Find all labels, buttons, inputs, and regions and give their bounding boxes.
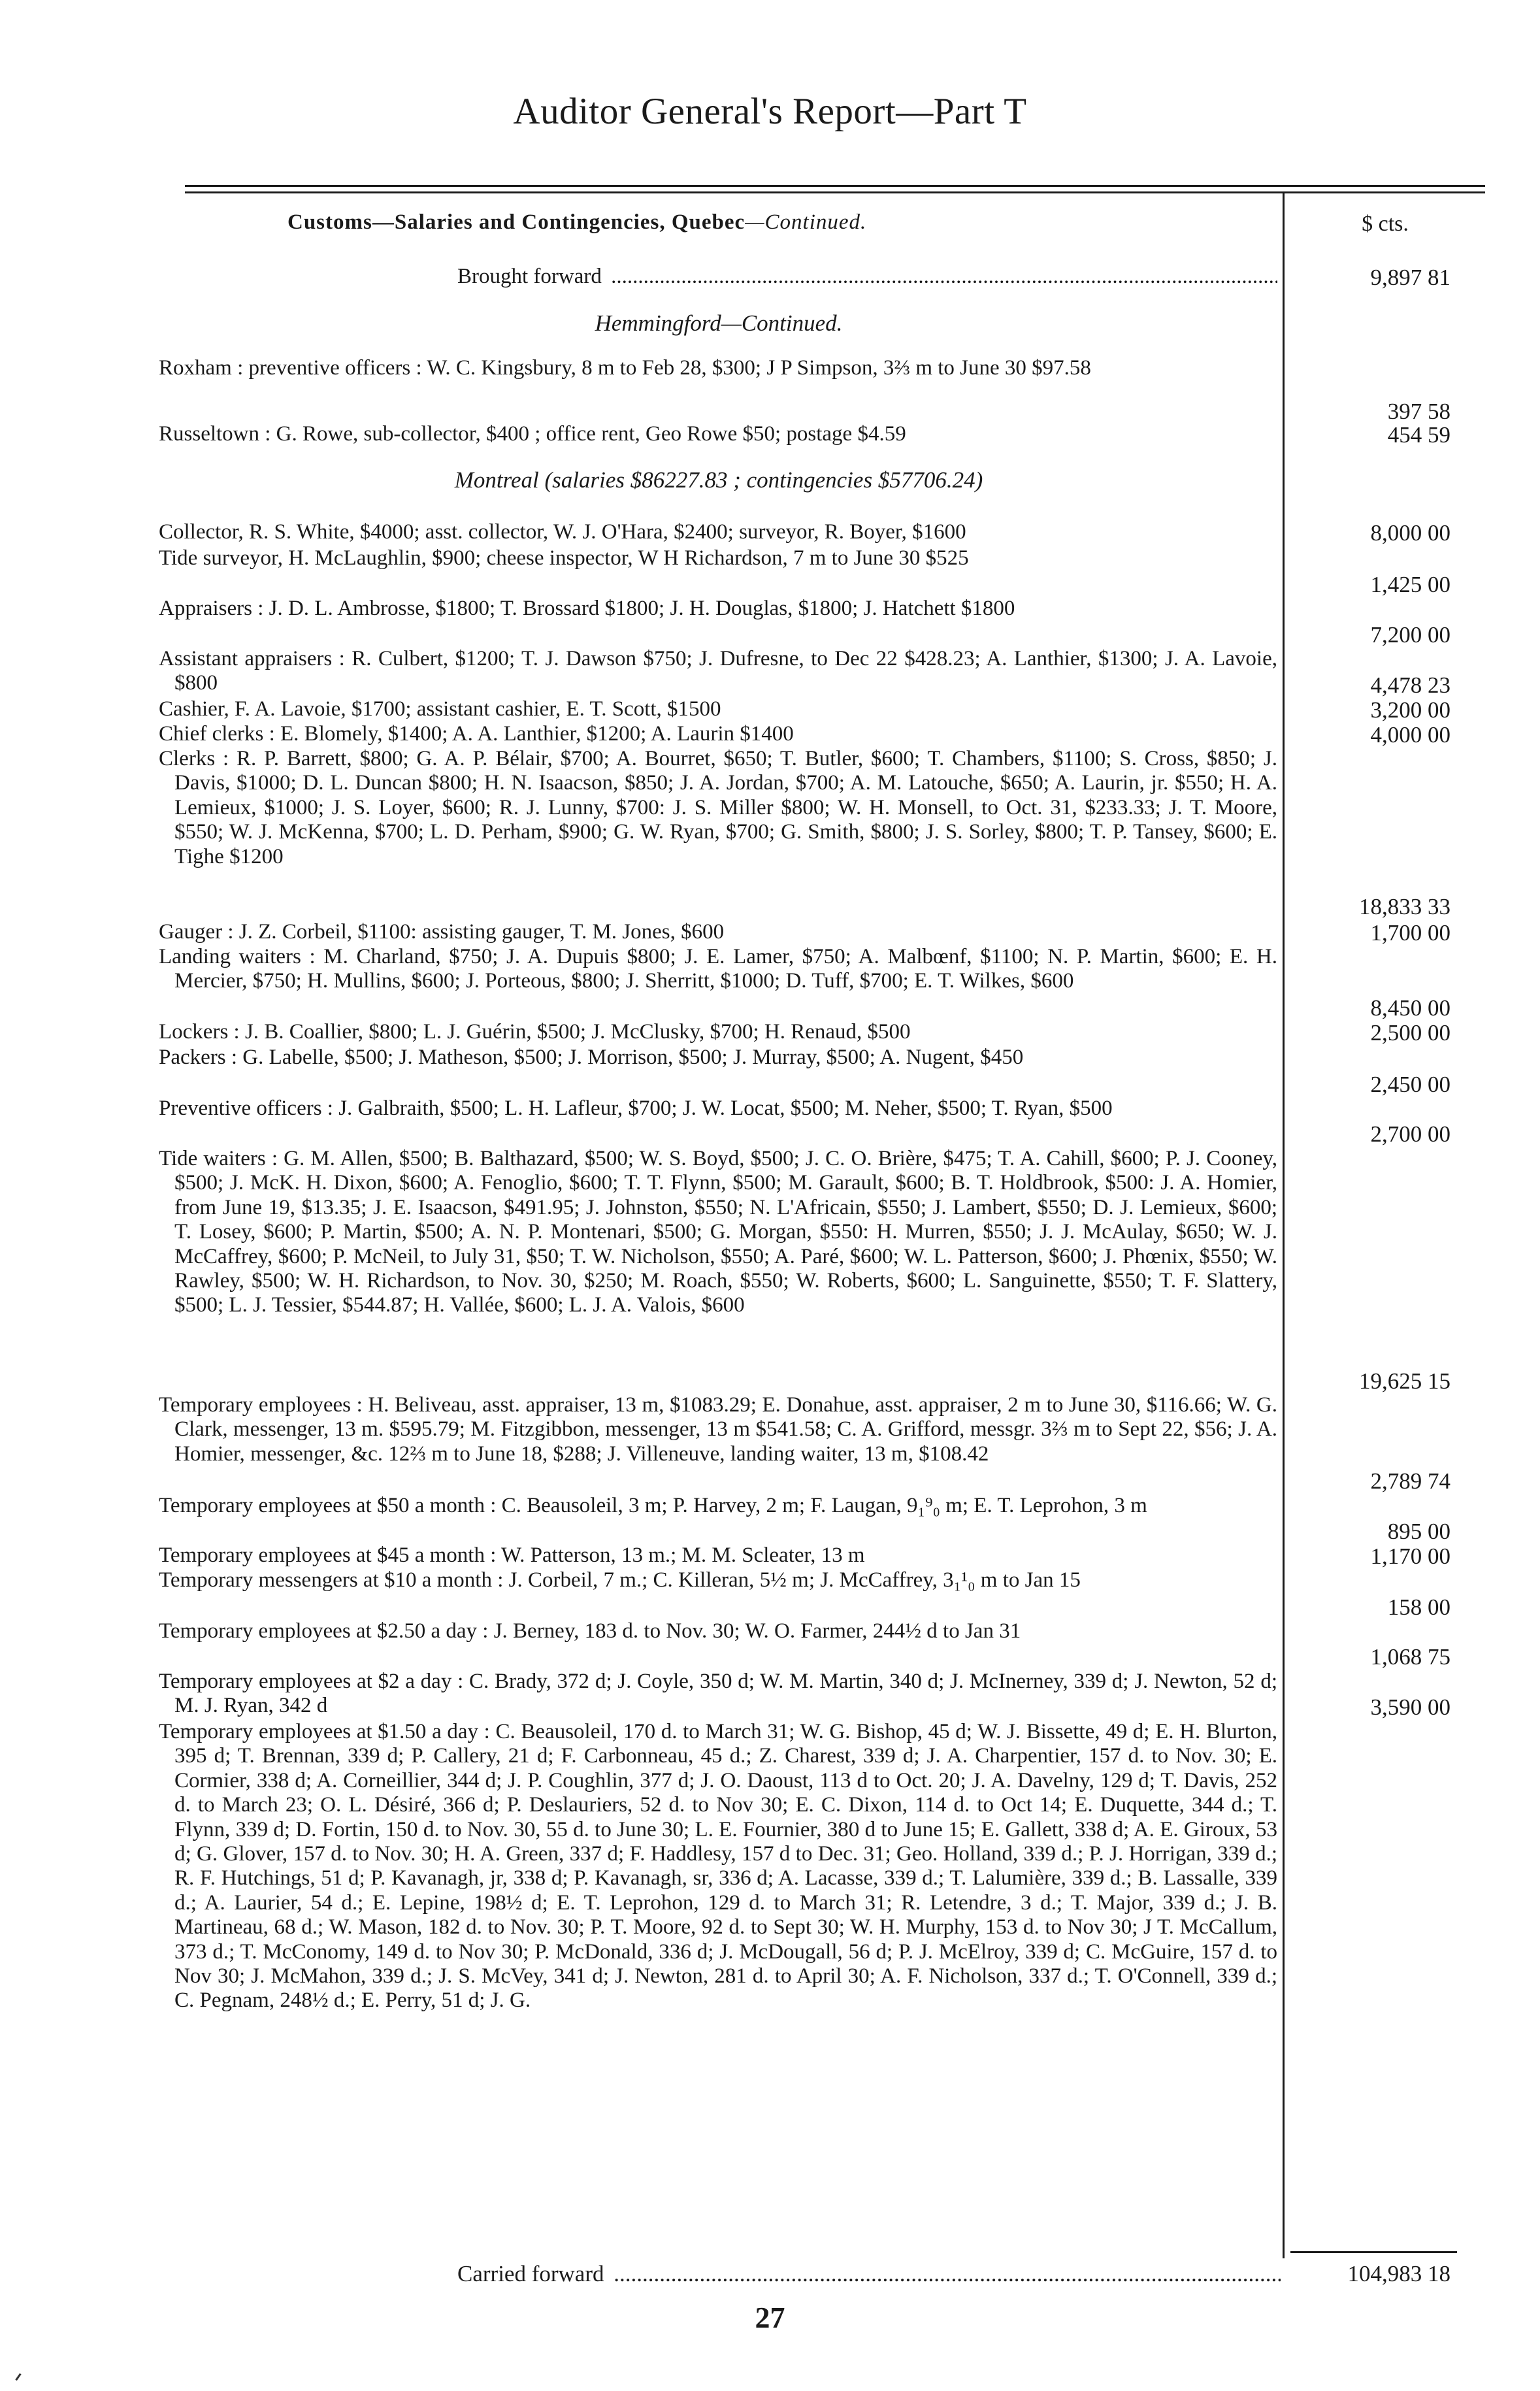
entry-roxham (159, 356, 1277, 380)
entry-temporary-2-day (159, 1670, 1277, 1719)
amount-temporary-messengers: 158 00 (1387, 1594, 1450, 1620)
brought-forward-label: Brought forward (457, 265, 606, 288)
entry-text: Assistant appraisers : R. Culbert, $1200; T. J. Dawson $750; J. Dufresne, to Dec 22 $428.23; A. Lanthier, $1300; J. A. Lavoie, $800 (159, 647, 1277, 695)
section-heading (287, 210, 1268, 235)
amount-clerks: 18,833 33 (1359, 894, 1450, 919)
margin-mark (15, 2373, 21, 2381)
entry-assistant-appraisers (159, 647, 1277, 696)
entry-text: Temporary employees at $2.50 a day : J. Berney, 183 d. to Nov. 30; W. O. Farmer, 244½ d to Jan 31 (159, 1619, 1021, 1643)
entry-chief-clerks (159, 722, 1277, 746)
leader-dots (608, 2261, 1281, 2286)
amount-temporary-2-50-day: 1,068 75 (1370, 1644, 1450, 1670)
entry-text: Tide waiters : G. M. Allen, $500; B. Balthazard, $500; W. S. Boyd, $500; J. C. O. Brière, $475; T. A. Cahill, $600; P. J. Cooney, $500; J. McK. H. Dixon, $600; A. Fenoglio, $600; T. T. Flynn, $500; M. Garault, $600; B. T. Holdbrook, $500: J. A. Homier, from June 19, $13.35; J. E. Isaacson, $491.95; J. Johnston, $550; N. L'Africain, $550; J. Lambert, $550; D. J. Lemieux, $600; T. Losey, $600; P. Martin, $500; A. N. P. Montenari, $500; G. Morgan, $550: H. Murren, $550; J. J. McAulay, $650; W. J. McCaffrey, $600; P. McNeil, to July 31, $50; T. W. Nicholson, $550; A. Paré, $600; W. L. Patterson, $600; J. Phœnix, $550; W. Rawley, $500; W. H. Richardson, to Nov. 30, $250; M. Roach, $550; W. Roberts, $600; L. Sanguinette, $550; T. F. Slattery, $500; L. J. Tessier, $544.87; H. Vallée, $600; L. J. A. Valois, $600 (159, 1147, 1277, 1317)
currency-header: $ cts. (1362, 212, 1409, 236)
entry-text: Chief clerks : E. Blomely, $1400; A. A. Lanthier, $1200; A. Laurin $1400 (159, 722, 794, 746)
section-heading-text: Customs—Salaries and Contingencies, Quebec (287, 210, 745, 234)
section-heading-suffix: —Continued. (745, 210, 867, 234)
entry-text: Landing waiters : M. Charland, $750; J. A. Dupuis $800; J. E. Lamer, $750; A. Malbœnf, $1100; N. P. Martin, $600; E. H. Mercier, $750; H. Mullins, $600; J. Porteous, $800; J. Sherritt, $1000; D. Tuff, $700; E. T. Wilkes, $600 (159, 945, 1277, 993)
entry-preventive-officers (159, 1097, 1277, 1121)
entry-russeltown (159, 422, 1277, 446)
entry-text: Roxham : preventive officers : W. C. Kingsbury, 8 m to Feb 28, $300; J P Simpson, 3⅔ m to June 30 $97.58 (159, 356, 1091, 380)
carried-forward-amount: 104,983 18 (1347, 2261, 1450, 2286)
amount-temporary-45-month: 1,170 00 (1370, 1543, 1450, 1569)
entry-text: Temporary employees : H. Beliveau, asst. appraiser, 13 m, $1083.29; E. Donahue, asst. appraiser, 2 m to June 30, $116.66; W. G. Clark, messenger, 13 m. $595.79; M. Fitzgibbon, messenger, 13 m $541.58; C. A. Grifford, messgr. 3⅔ m to Sept 22, $56; J. A. Homier, messenger, &c. 12⅔ m to June 18, $288; J. Villeneuve, landing waiter, 13 m, $108.42 (159, 1393, 1277, 1466)
page-number: 27 (755, 2301, 785, 2334)
entry-appraisers (159, 597, 1277, 621)
subsection-hemmingford: Hemmingford—Continued. (595, 310, 843, 336)
amount-appraisers: 7,200 00 (1370, 622, 1450, 648)
amount-temporary-50-month: 895 00 (1387, 1519, 1450, 1544)
entry-text: Appraisers : J. D. L. Ambrosse, $1800; T. Brossard $1800; J. H. Douglas, $1800; J. Hatchett $1800 (159, 597, 1015, 620)
entry-packers (159, 1046, 1277, 1070)
entry-tide-waiters (159, 1147, 1277, 1318)
entry-text: Gauger : J. Z. Corbeil, $1100: assisting gauger, T. M. Jones, $600 (159, 920, 725, 944)
entry-text: Tide surveyor, H. McLaughlin, $900; cheese inspector, W H Richardson, 7 m to June 30 $525 (159, 546, 969, 570)
carried-forward-label: Carried forward (457, 2261, 608, 2286)
subsection-montreal: Montreal (salaries $86227.83 ; contingencies $57706.24) (454, 467, 983, 493)
brought-forward-row (457, 265, 1277, 289)
amount-landing-waiters: 8,450 00 (1370, 995, 1450, 1021)
entry-text: Temporary employees at $45 a month : W. Patterson, 13 m.; M. M. Scleater, 13 m (159, 1543, 865, 1567)
entry-collector (159, 520, 1277, 544)
entry-temporary-1-50-day (159, 1720, 1277, 2013)
entry-text: Cashier, F. A. Lavoie, $1700; assistant cashier, E. T. Scott, $1500 (159, 697, 721, 721)
amount-lockers: 2,500 00 (1370, 1020, 1450, 1046)
amount-column-divider (1283, 193, 1285, 2258)
amount-temporary-employees: 2,789 74 (1370, 1468, 1450, 1494)
top-rule (185, 185, 1485, 187)
entry-landing-waiters (159, 945, 1277, 994)
amount-russeltown: 454 59 (1387, 422, 1450, 448)
entry-text: Clerks : R. P. Barrett, $800; G. A. P. Bélair, $700; A. Bourret, $650; T. Butler, $600; T. Chambers, $1100; S. Cross, $850; J. Davis, $1000; D. L. Duncan $800; H. N. Isaacson, $850; J. A. Jordan, $700; A. M. Latouche, $650; A. Laurin, jr. $550; H. A. Lemieux, $1000; J. S. Loyer, $600; R. J. Lunny, $700: J. S. Miller $800; W. H. Monsell, to Oct. 31, $233.33; J. T. Moore, $550; W. J. McKenna, $700; L. D. Perham, $900; G. W. Ryan, $700; G. Smith, $800; J. S. Sorley, $800; T. P. Tansey, $600; E. Tighe $1200 (159, 747, 1277, 868)
entry-text: Russeltown : G. Rowe, sub-collector, $400 ; office rent, Geo Rowe $50; postage $4.59 (159, 422, 906, 446)
amount-tide-waiters: 19,625 15 (1359, 1368, 1450, 1394)
entry-text: Temporary employees at $50 a month : C. Beausoleil, 3 m; P. Harvey, 2 m; F. Laugan, 9₁⁹₀ m; E. T. Leprohon, 3 m (159, 1494, 1147, 1517)
amount-packers: 2,450 00 (1370, 1072, 1450, 1097)
amount-temporary-2-day: 3,590 00 (1370, 1694, 1450, 1720)
entry-lockers (159, 1020, 1277, 1044)
amount-gauger: 1,700 00 (1370, 920, 1450, 946)
entry-text: Temporary messengers at $10 a month : J. Corbeil, 7 m.; C. Killeran, 5½ m; J. McCaffrey, 3₁¹₀ m to Jan 15 (159, 1568, 1081, 1592)
entry-tide-surveyor (159, 546, 1277, 570)
leader-dots (606, 265, 1277, 288)
entry-cashier (159, 697, 1277, 721)
entry-temporary-50-month (159, 1494, 1277, 1518)
amount-collector: 8,000 00 (1370, 520, 1450, 546)
entry-text: Temporary employees at $1.50 a day : C. Beausoleil, 170 d. to March 31; W. G. Bishop, 45 d; W. J. Bissette, 49 d; E. H. Blurton, 395 d; T. Brennan, 339 d; P. Callery, 21 d; F. Carbonneau, 45 d.; Z. Charest, 339 d; J. A. Charpentier, 157 d. to Nov. 30; E. Cormier, 338 d; A. Corneillier, 344 d; J. P. Coughlin, 377 d; J. O. Daoust, 113 d to Oct. 20; J. A. Davelny, 129 d; T. Davis, 252 d. to March 23; O. L. Désiré, 366 d; P. Deslauriers, 52 d. to Nov 30; E. C. Dixon, 114 d. to Oct 14; E. Duquette, 344 d.; T. Flynn, 339 d; D. Fortin, 150 d. to Nov. 30, 55 d. to June 30; L. E. Fournier, 380 d to June 15; E. Gallett, 338 d; A. E. Giroux, 53 d; G. Glover, 157 d. to Nov. 30; H. A. Green, 337 d; F. Haddlesy, 157 d to Dec. 31; Geo. Holland, 339 d.; P. J. Horrigan, 339 d.; R. F. Hutchings, 51 d; P. Kavanagh, jr, 338 d; P. Kavanagh, sr, 336 d; A. Lacasse, 339 d.; T. Lalumière, 339 d.; B. Lassalle, 339 d.; A. Laurier, 54 d.; E. Lepine, 198½ d; E. T. Leprohon, 129 d. to March 31; R. Letendre, 3 d.; T. Major, 339 d.; J. B. Martineau, 68 d.; W. Mason, 182 d. to Nov. 30; P. T. Moore, 92 d. to Sept 30; W. H. Murphy, 153 d. to Nov 30; J T. McCallum, 373 d.; T. McConomy, 149 d. to Nov 30; P. McDonald, 336 d; J. McDougall, 56 d; P. J. McElroy, 339 d; C. McGuire, 157 d. to Nov 30; J. McMahon, 339 d.; J. S. McVey, 341 d; J. Newton, 281 d. to April 30; A. F. Nicholson, 337 d.; T. O'Connell, 339 d.; C. Pegnam, 248½ d.; E. Perry, 51 d; J. G. (159, 1720, 1277, 2013)
amount-roxham: 397 58 (1387, 399, 1450, 424)
entry-clerks (159, 747, 1277, 869)
total-rule (1290, 2251, 1457, 2253)
entry-temporary-employees (159, 1393, 1277, 1466)
entry-temporary-2-50-day (159, 1619, 1277, 1643)
entry-text: Packers : G. Labelle, $500; J. Matheson, $500; J. Morrison, $500; J. Murray, $500; A. Nugent, $450 (159, 1046, 1024, 1069)
entry-gauger (159, 920, 1277, 944)
amount-tide-surveyor: 1,425 00 (1370, 572, 1450, 597)
amount-chief-clerks: 4,000 00 (1370, 722, 1450, 748)
amount-assistant-appraisers: 4,478 23 (1370, 672, 1450, 698)
report-title: Auditor General's Report—Part T (513, 91, 1027, 132)
amount-preventive-officers: 2,700 00 (1370, 1121, 1450, 1147)
entry-text: Temporary employees at $2 a day : C. Brady, 372 d; J. Coyle, 350 d; W. M. Martin, 340 d; J. McInerney, 339 d; J. Newton, 52 d; M. J. Ryan, 342 d (159, 1670, 1277, 1718)
entry-text: Collector, R. S. White, $4000; asst. collector, W. J. O'Hara, $2400; surveyor, R. Boyer, $1600 (159, 520, 966, 544)
brought-forward-amount: 9,897 81 (1370, 265, 1450, 290)
entry-text: Lockers : J. B. Coallier, $800; L. J. Guérin, $500; J. McClusky, $700; H. Renaud, $500 (159, 1020, 911, 1044)
entry-text: Preventive officers : J. Galbraith, $500; L. H. Lafleur, $700; J. W. Locat, $500; M. Neher, $500; T. Ryan, $500 (159, 1097, 1113, 1120)
entry-temporary-45-month (159, 1543, 1277, 1568)
top-rule-second (185, 191, 1485, 193)
carried-forward-row (457, 2261, 1281, 2287)
amount-cashier: 3,200 00 (1370, 697, 1450, 723)
entry-temporary-messengers (159, 1568, 1277, 1592)
